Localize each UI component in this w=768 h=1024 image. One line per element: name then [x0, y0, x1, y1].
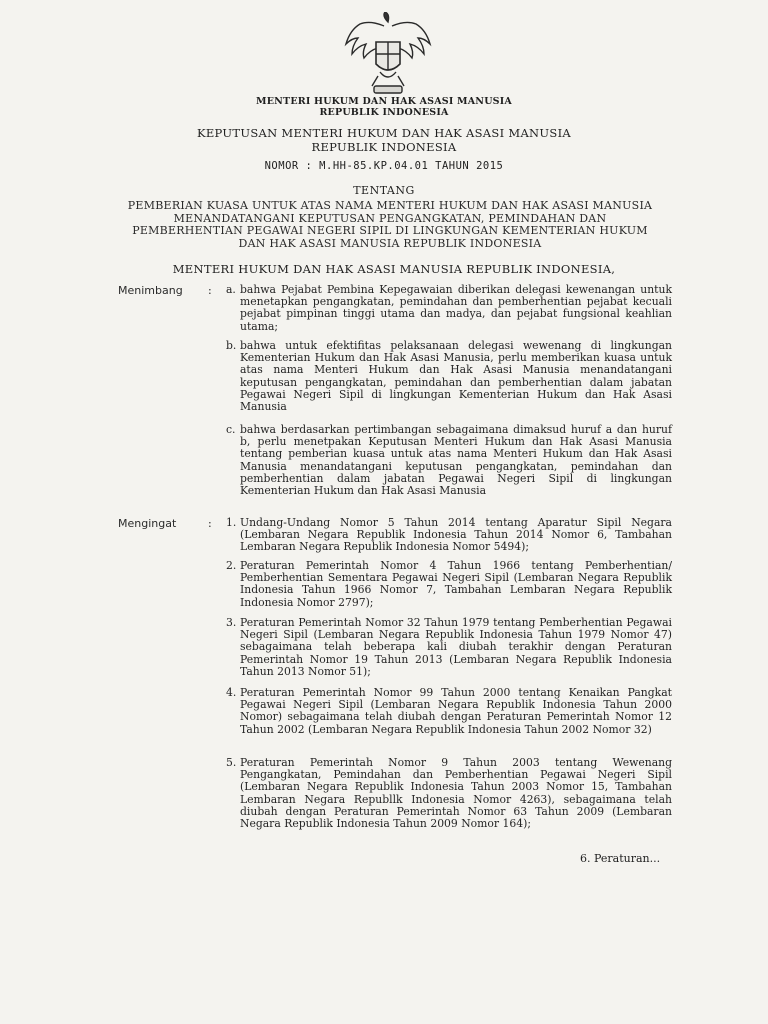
- garuda-emblem-icon: [340, 12, 436, 98]
- item-text: bahwa Pejabat Pembina Kepegawaian diberikan delegasi kewenangan untuk menetapkan pengangkatan, pemindahan dan pemberhentian pejabat kecuali pejabat pimpinan tinggi utama dan madya, dan pejabat fungsional keahlian utama;: [240, 283, 672, 333]
- decree-title-line2: REPUBLIK INDONESIA: [311, 140, 457, 154]
- item-marker: 2.: [226, 559, 237, 572]
- mengingat-colon: :: [208, 517, 212, 530]
- mengingat-item: [226, 516, 672, 554]
- continuation-marker: 6. Peraturan...: [580, 852, 661, 865]
- item-marker: 3.: [226, 616, 237, 629]
- item-marker: 1.: [226, 516, 237, 529]
- menimbang-item: [226, 423, 672, 498]
- menimbang-label: Menimbang: [118, 284, 183, 297]
- item-text: Peraturan Pemerintah Nomor 32 Tahun 1979 tentang Pemberhentian Pegawai Negeri Sipil (Lembaran Negara Republik Indonesia Tahun 1979 Nomor 47) sebagaimana telah beberapa kali diubah terakhir dengan Peraturan Pemerintah Nomor 19 Tahun 2013 (Lembaran Negara Republik Indonesia Tahun 2013 Nomor 51);: [240, 616, 672, 678]
- item-text: Peraturan Pemerintah Nomor 9 Tahun 2003 tentang Wewenang Pengangkatan, Pemindahan dan Pemberhentian Pegawai Negeri Sipil (Lembaran Negara Republik Indonesia Tahun 2003 Nomor 15, Tambahan Lembaran Negara Republlk Indonesia Nomor 4263), sebagaimana telah diubah dengan Peraturan Pemerintah Nomor 63 Tahun 2009 (Lembaran Negara Republik Indonesia Tahun 2009 Nomor 164);: [240, 756, 672, 831]
- item-text: Undang-Undang Nomor 5 Tahun 2014 tentang Aparatur Sipil Negara (Lembaran Negara Republik Indonesia Tahun 2014 Nomor 6, Tambahan Lembaran Negara Republik Indonesia Nomor 5494);: [240, 516, 672, 554]
- mengingat-label: Mengingat: [118, 517, 177, 530]
- item-marker: a.: [226, 283, 236, 296]
- subject-line: PEMBERHENTIAN PEGAWAI NEGERI SIPIL DI LINGKUNGAN KEMENTERIAN HUKUM: [132, 224, 648, 237]
- item-marker: 5.: [226, 756, 237, 769]
- ministry-header-line2: REPUBLIK INDONESIA: [319, 107, 449, 118]
- item-text: Peraturan Pemerintah Nomor 4 Tahun 1966 tentang Pemberhentian/ Pemberhentian Sementara Pegawai Negeri Sipil (Lembaran Negara Republik Indonesia Tahun 1966 Nomor 7, Tambahan Lembaran Negara Republik Indonesia Nomor 2797);: [240, 559, 672, 609]
- item-text: Peraturan Pemerintah Nomor 99 Tahun 2000 tentang Kenaikan Pangkat Pegawai Negeri Sipil (Lembaran Negara Republik Indonesia Tahun 2000 Nomor) sebagaimana telah diubah dengan Peraturan Pemerintah Nomor 12 Tahun 2002 (Lembaran Negara Republik Indonesia Tahun 2002 Nomor 32): [240, 686, 672, 736]
- item-marker: 4.: [226, 686, 237, 699]
- menimbang-item: [226, 339, 672, 414]
- decree-title-line1: KEPUTUSAN MENTERI HUKUM DAN HAK ASASI MANUSIA: [196, 126, 572, 140]
- item-marker: c.: [226, 423, 236, 436]
- mengingat-item: [226, 756, 672, 831]
- item-text: bahwa berdasarkan pertimbangan sebagaimana dimaksud huruf a dan huruf b, perlu menetpakan Keputusan Menteri Hukum dan Hak Asasi Manusia tentang pemberian kuasa untuk atas nama Menteri Hukum dan Hak Asasi Manusia menandatangani keputusan pengangkatan, pemindahan dan pemberhentian dalam jabatan Pegawai Negeri Sipil di lingkungan Kementerian Hukum dan Hak Asasi Manusia: [240, 423, 672, 498]
- item-marker: b.: [226, 339, 237, 352]
- subject-line: PEMBERIAN KUASA UNTUK ATAS NAMA MENTERI HUKUM DAN HAK ASASI MANUSIA: [127, 199, 653, 212]
- menteri-heading: MENTERI HUKUM DAN HAK ASASI MANUSIA REPUBLIK INDONESIA,: [172, 262, 616, 276]
- subject-line: DAN HAK ASASI MANUSIA REPUBLIK INDONESIA: [238, 236, 542, 250]
- menimbang-colon: :: [208, 284, 212, 297]
- menimbang-item: [226, 283, 672, 333]
- tentang-label: TENTANG: [353, 184, 415, 197]
- subject-line: MENANDATANGANI KEPUTUSAN PENGANGKATAN, PEMINDAHAN DAN: [173, 211, 607, 225]
- mengingat-item: [226, 686, 672, 736]
- decree-number: NOMOR : M.HH-85.KP.04.01 TAHUN 2015: [264, 160, 504, 172]
- item-text: bahwa untuk efektifitas pelaksanaan delegasi wewenang di lingkungan Kementerian Hukum dan Hak Asasi Manusia, perlu memberikan kuasa untuk atas nama Menteri Hukum dan Hak Asasi Manusia menandatangani keputusan pengangkatan, pemindahan dan pemberhentian dalam jabatan Pegawai Negeri Sipil di lingkungan Kementerian Hukum dan Hak Asasi Manusia: [240, 339, 672, 414]
- ministry-header-line1: MENTERI HUKUM DAN HAK ASASI MANUSIA: [256, 96, 512, 107]
- mengingat-item: [226, 559, 672, 609]
- mengingat-item: [226, 616, 672, 678]
- decree-subject: [110, 200, 670, 250]
